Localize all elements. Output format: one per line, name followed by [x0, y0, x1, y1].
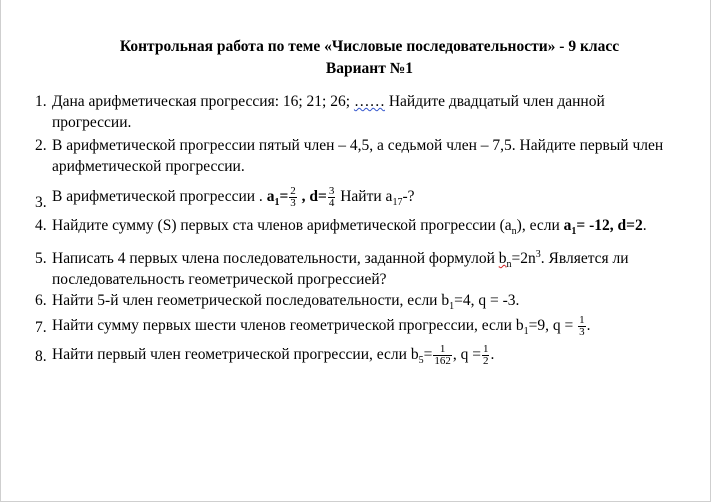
a1-symbol: $a_1=$ — [266, 188, 289, 209]
comma: , — [297, 188, 310, 206]
ellipsis: …… — [353, 93, 385, 110]
task-text: . Является ли последовательность геометрической прогрессией? — [52, 250, 629, 288]
variant-title: Вариант №1 — [325, 60, 414, 77]
a1-symbol: $a_1= -12$, — [563, 217, 614, 238]
task-item — [35, 135, 675, 177]
task-text: Найти a — [336, 188, 393, 206]
task-number: 6. — [35, 292, 47, 309]
task-text: . — [642, 217, 647, 234]
fraction-b5: $\frac{1}{162}$ — [434, 343, 451, 367]
d-symbol: d= — [309, 188, 327, 206]
task-item — [35, 344, 675, 367]
task-item — [35, 186, 675, 209]
task-item — [35, 91, 675, 133]
task-text: . — [586, 317, 591, 335]
task-text: =4, q = -3. — [454, 292, 520, 309]
task-item — [35, 248, 675, 290]
task-number: 2. — [35, 137, 47, 154]
task-text: ), если — [516, 217, 564, 234]
task-text: Найти сумму первых шести членов геометрической прогрессии, если b — [52, 317, 524, 335]
task-text: Написать 4 первых члена последовательности, заданной формулой — [52, 250, 499, 267]
document-title: Контрольная работа по теме «Числовые последовательности» - 9 класс — [119, 38, 620, 55]
task-text: Дана арифметическая прогрессия: 16; 21; 26; — [52, 93, 354, 110]
subscript: 1 — [449, 301, 455, 313]
d-value: d=2 — [617, 217, 643, 234]
document-header — [1, 36, 710, 80]
task-text: , q = — [452, 346, 481, 364]
task-item — [35, 315, 675, 338]
fraction-a1: $\frac{2}{3}$ — [290, 185, 296, 209]
task-number: 4. — [35, 217, 47, 234]
task-item — [35, 290, 675, 311]
subscript: 1 — [523, 326, 529, 338]
task-number: 7. — [35, 319, 47, 336]
task-text: =2n — [511, 250, 536, 267]
task-number: 8. — [35, 348, 47, 365]
task-text: Найти первый член геометрической прогрессии, если b — [52, 346, 419, 364]
task-text: = — [423, 346, 433, 364]
subscript: n — [511, 226, 517, 238]
task-text: Найдите сумму (S) первых ста членов арифметической прогрессии (a — [52, 217, 512, 234]
task-text: -? — [402, 188, 415, 206]
task-text: . — [490, 346, 495, 364]
task-item — [35, 215, 675, 236]
task-text: Найдите двадцатый член данной прогрессии. — [52, 93, 605, 131]
subscript: 5 — [418, 355, 424, 367]
fraction-q: $\frac{1}{3}$ — [579, 314, 585, 338]
task-text: Найти 5-й член геометрической последовательности, если b — [52, 292, 450, 309]
superscript: 3 — [535, 248, 541, 260]
task-list — [35, 91, 675, 367]
task-text: В арифметической прогрессии пятый член – 4,5, а седьмой член – 7,5. Найдите первый член арифметической прогрессии. — [52, 137, 664, 175]
task-text: =9, q = — [528, 317, 578, 335]
bn-symbol: $b_n$ — [498, 250, 512, 271]
task-number: 3. — [35, 194, 47, 211]
subscript: 17 — [392, 197, 403, 209]
fraction-q: $\frac{1}{2}$ — [482, 343, 489, 367]
task-text: В арифметической прогрессии . — [52, 188, 267, 206]
task-number: 1. — [35, 93, 47, 110]
task-number: 5. — [35, 250, 47, 267]
fraction-d: $\frac{3}{4}$ — [328, 185, 335, 209]
